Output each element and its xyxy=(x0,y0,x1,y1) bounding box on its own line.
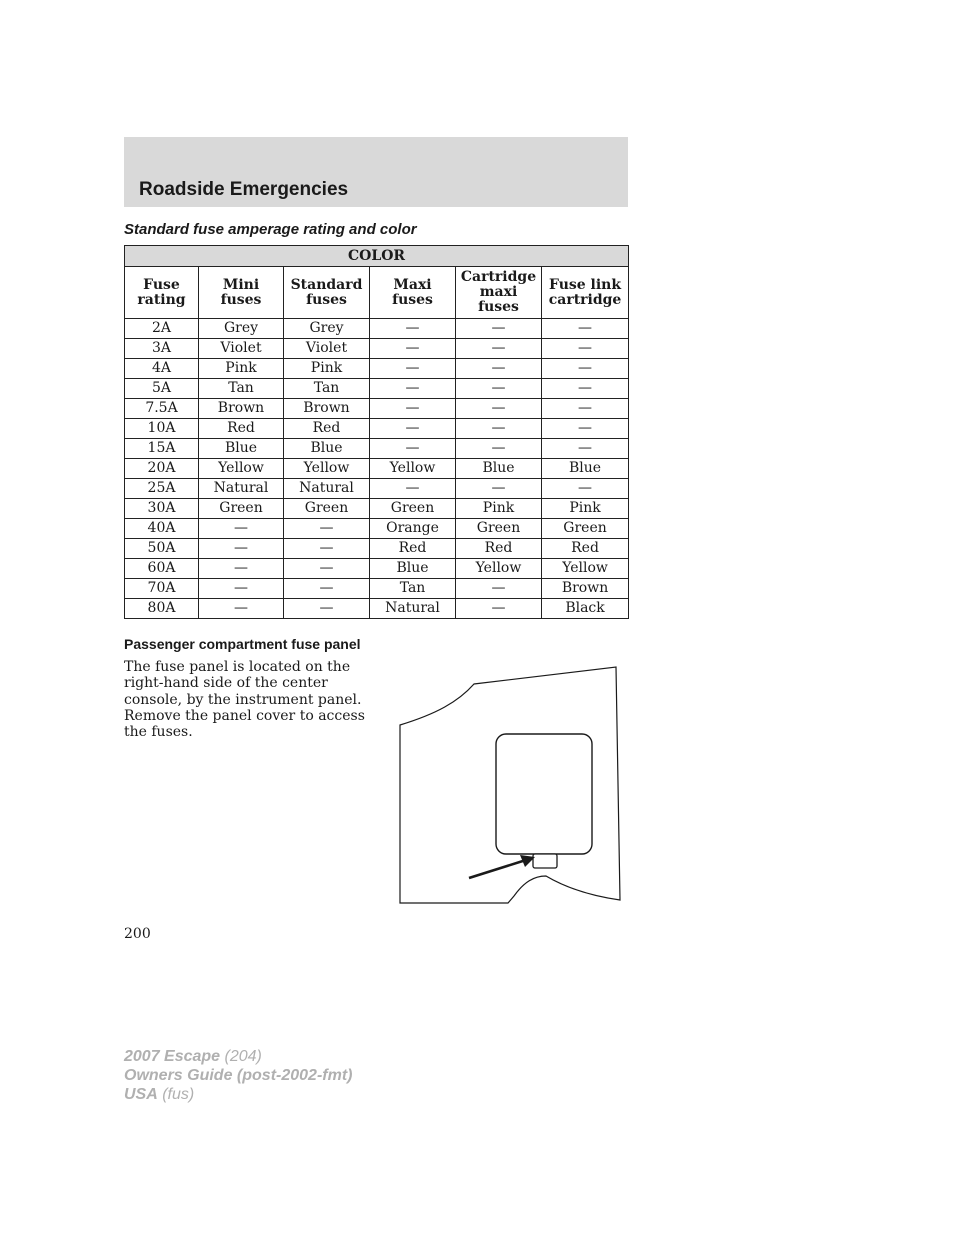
column-header-line: fuses xyxy=(392,291,433,308)
fuse-color-cell: Blue xyxy=(542,459,629,479)
fuse-color-cell: — xyxy=(370,419,456,439)
fuse-color-cell: — xyxy=(456,599,542,619)
fuse-color-cell: — xyxy=(370,379,456,399)
fuse-rating-cell: 5A xyxy=(125,379,199,399)
table-heading: Standard fuse amperage rating and color xyxy=(124,221,417,238)
column-header-line: rating xyxy=(137,291,186,308)
fuse-rating-cell: 70A xyxy=(125,579,199,599)
fuse-color-cell: Brown xyxy=(284,399,370,419)
table-row xyxy=(125,439,629,459)
fuse-color-cell: Tan xyxy=(199,379,284,399)
column-header-line: Cartridge xyxy=(460,269,537,285)
fuse-color-cell: — xyxy=(199,519,284,539)
column-header xyxy=(456,267,542,319)
fuse-color-cell: — xyxy=(284,539,370,559)
fuse-color-cell: — xyxy=(542,319,629,339)
fuse-color-cell: — xyxy=(456,339,542,359)
fuse-color-cell: — xyxy=(542,439,629,459)
column-header xyxy=(199,267,284,319)
footer-model-code: (204) xyxy=(220,1048,262,1065)
table-row xyxy=(125,459,629,479)
fuse-color-cell: — xyxy=(542,359,629,379)
fuse-color-cell: Blue xyxy=(199,439,284,459)
footer-market-code: (fus) xyxy=(157,1086,195,1103)
fuse-color-cell: Green xyxy=(542,519,629,539)
fuse-color-cell: Violet xyxy=(199,339,284,359)
table-group-header: COLOR xyxy=(125,246,629,267)
fuse-color-cell: — xyxy=(199,539,284,559)
column-header-line: fuses xyxy=(306,291,347,308)
table-row xyxy=(125,479,629,499)
fuse-color-cell: — xyxy=(284,559,370,579)
fuse-color-cell: — xyxy=(370,339,456,359)
fuse-color-cell: Natural xyxy=(199,479,284,499)
fuse-color-cell: — xyxy=(456,399,542,419)
fuse-rating-cell: 20A xyxy=(125,459,199,479)
table-row xyxy=(125,579,629,599)
page-number: 200 xyxy=(124,926,151,942)
table-row xyxy=(125,599,629,619)
table-row xyxy=(125,539,629,559)
fuse-color-cell: — xyxy=(456,579,542,599)
fuse-color-cell: Natural xyxy=(370,599,456,619)
fuse-rating-cell: 7.5A xyxy=(125,399,199,419)
fuse-color-cell: Blue xyxy=(284,439,370,459)
fuse-color-cell: Red xyxy=(284,419,370,439)
table-row xyxy=(125,319,629,339)
column-header-line: maxi xyxy=(479,284,518,300)
fuse-color-cell: Green xyxy=(370,499,456,519)
footer-market: USA xyxy=(124,1086,158,1103)
table-row xyxy=(125,359,629,379)
fuse-color-cell: — xyxy=(199,599,284,619)
footer-line-2: Owners Guide (post-2002-fmt) xyxy=(124,1067,353,1084)
fuse-color-cell: — xyxy=(542,399,629,419)
footer-model: 2007 Escape xyxy=(124,1048,221,1065)
passenger-panel-heading: Passenger compartment fuse panel xyxy=(124,636,361,652)
fuse-color-cell: — xyxy=(199,559,284,579)
fuse-color-cell: Blue xyxy=(370,559,456,579)
column-header xyxy=(542,267,629,319)
cover-release-tab xyxy=(533,854,557,868)
fuse-color-cell: Red xyxy=(456,539,542,559)
fuse-color-cell: Yellow xyxy=(199,459,284,479)
fuse-color-cell: Pink xyxy=(542,499,629,519)
fuse-color-cell: — xyxy=(542,339,629,359)
fuse-color-cell: Green xyxy=(456,519,542,539)
column-header xyxy=(370,267,456,319)
table-row xyxy=(125,379,629,399)
fuse-panel-drawing xyxy=(396,664,624,908)
fuse-panel-illustration xyxy=(396,664,624,912)
column-header xyxy=(125,267,199,319)
column-header-line: Mini xyxy=(222,276,260,293)
fuse-color-cell: — xyxy=(284,599,370,619)
fuse-rating-cell: 50A xyxy=(125,539,199,559)
fuse-color-cell: — xyxy=(456,319,542,339)
fuse-color-cell: — xyxy=(542,419,629,439)
fuse-color-cell: — xyxy=(370,399,456,419)
column-header-line: fuses xyxy=(478,299,519,315)
fuse-rating-cell: 2A xyxy=(125,319,199,339)
fuse-color-cell: — xyxy=(456,359,542,379)
footer-line-3 xyxy=(124,1085,352,1104)
fuse-rating-cell: 10A xyxy=(125,419,199,439)
fuse-rating-cell: 4A xyxy=(125,359,199,379)
fuse-color-cell: Pink xyxy=(284,359,370,379)
fuse-color-cell: Tan xyxy=(370,579,456,599)
footer-line-1 xyxy=(124,1047,352,1066)
column-header-line: fuses xyxy=(220,291,262,308)
fuse-color-cell: Yellow xyxy=(456,559,542,579)
fuse-color-cell: — xyxy=(456,419,542,439)
fuse-rating-cell: 15A xyxy=(125,439,199,459)
fuse-color-cell: Pink xyxy=(199,359,284,379)
fuse-color-cell: Orange xyxy=(370,519,456,539)
fuse-color-cell: Violet xyxy=(284,339,370,359)
fuse-color-cell: — xyxy=(370,319,456,339)
column-header-line: Standard xyxy=(290,276,363,293)
fuse-color-cell: — xyxy=(456,439,542,459)
fuse-color-cell: — xyxy=(542,379,629,399)
fuse-color-cell: Tan xyxy=(284,379,370,399)
table-row xyxy=(125,419,629,439)
fuse-rating-cell: 30A xyxy=(125,499,199,519)
fuse-color-cell: Blue xyxy=(456,459,542,479)
fuse-color-cell: — xyxy=(456,479,542,499)
column-header-line: Fuse link xyxy=(549,276,622,293)
table-row xyxy=(125,399,629,419)
passenger-panel-text: The fuse panel is located on the right-hand side of the center console, by the instrument panel. Remove the panel cover to access the fuses. xyxy=(124,659,365,741)
table-body xyxy=(125,319,629,619)
fuse-color-cell: Black xyxy=(542,599,629,619)
fuse-color-cell: Green xyxy=(199,499,284,519)
fuse-color-cell: — xyxy=(456,379,542,399)
column-header-line: cartridge xyxy=(548,291,622,308)
fuse-color-cell: — xyxy=(199,579,284,599)
fuse-color-cell: Yellow xyxy=(284,459,370,479)
section-header-band xyxy=(124,137,628,207)
table-row xyxy=(125,519,629,539)
fuse-color-cell: Brown xyxy=(542,579,629,599)
fuse-rating-cell: 40A xyxy=(125,519,199,539)
fuse-color-cell: — xyxy=(542,479,629,499)
fuse-rating-cell: 60A xyxy=(125,559,199,579)
fuse-color-cell: — xyxy=(284,519,370,539)
column-header-line: Fuse xyxy=(143,276,180,293)
table-row xyxy=(125,499,629,519)
fuse-color-cell: Green xyxy=(284,499,370,519)
table-column-headers xyxy=(125,267,629,319)
column-header xyxy=(284,267,370,319)
fuse-rating-cell: 80A xyxy=(125,599,199,619)
fuse-color-cell: Yellow xyxy=(542,559,629,579)
column-header-line: Maxi xyxy=(393,276,432,293)
fuse-color-cell: Pink xyxy=(456,499,542,519)
fuse-rating-cell: 25A xyxy=(125,479,199,499)
fuse-color-cell: Grey xyxy=(199,319,284,339)
fuse-color-cell: Red xyxy=(370,539,456,559)
fuse-color-cell: Natural xyxy=(284,479,370,499)
fuse-rating-cell: 3A xyxy=(125,339,199,359)
section-title: Roadside Emergencies xyxy=(139,179,349,200)
fuse-color-cell: — xyxy=(370,479,456,499)
fuse-color-cell: Red xyxy=(199,419,284,439)
table-row xyxy=(125,559,629,579)
fuse-color-cell: Red xyxy=(542,539,629,559)
fuse-color-cell: Grey xyxy=(284,319,370,339)
fuse-color-cell: Brown xyxy=(199,399,284,419)
fuse-panel-cover xyxy=(496,734,592,854)
table-row xyxy=(125,339,629,359)
document-footer xyxy=(124,1047,352,1104)
fuse-color-table xyxy=(124,245,629,619)
fuse-color-cell: — xyxy=(370,359,456,379)
fuse-color-cell: — xyxy=(284,579,370,599)
fuse-color-cell: — xyxy=(370,439,456,459)
fuse-color-cell: Yellow xyxy=(370,459,456,479)
